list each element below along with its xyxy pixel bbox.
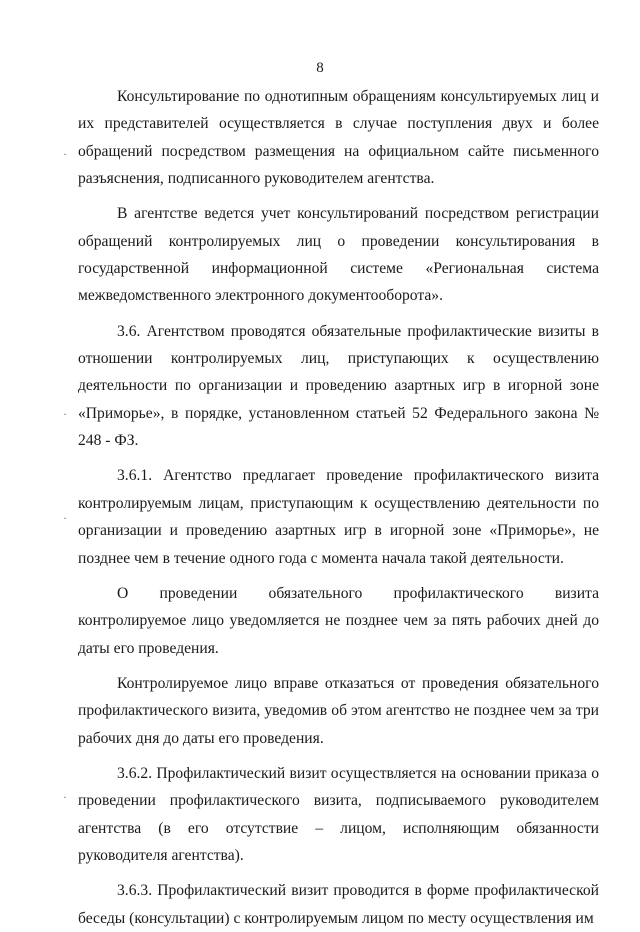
scan-speck: · [63, 407, 67, 421]
paragraph-section-3-6-3: 3.6.3. Профилактический визит проводится в форме профилактической беседы (консультации) с контролируемым лицом по месту осуществления им [78, 882, 599, 927]
document-body [78, 83, 599, 932]
paragraph-section-3-6-1: 3.6.1. Агентство предлагает проведение профилактического визита контролируемым лицам, приступающим к осуществлению деятельности по организации и проведению азартных игр в игорной зоне «Приморье», не позднее чем в течение одного года с момента начала такой деятельности. [78, 467, 599, 567]
page-number: 8 [316, 60, 324, 76]
paragraph-section-3-6: 3.6. Агентством проводятся обязательные профилактические визиты в отношении контролируемых лиц, приступающих к осуществлению деятельности по организации и проведению азартных игр в игорной зоне «Приморье», в порядке, установленном статьей 52 Федерального закона № 248 - ФЗ. [78, 322, 599, 450]
scan-speck: · [63, 147, 67, 161]
paragraph-consultation-registry: В агентстве ведется учет консультирований посредством регистрации обращений контролируемых лиц о проведении консультирования в государственной информационной системе «Региональная система межведомственного электронного документооборота». [78, 205, 599, 305]
paragraph-visit-refusal: Контролируемое лицо вправе отказаться от проведения обязательного профилактического визита, уведомив об этом агентство не позднее чем за три рабочих дня до даты его проведения. [78, 674, 599, 747]
paragraph-group-consultation: Консультирование по однотипным обращениям консультируемых лиц и их представителей осуществляется в случае поступления двух и более обращений посредством размещения на официальном сайте письменного разъяснения, подписанного руководителем агентства. [78, 88, 599, 188]
paragraph-visit-notification: О проведении обязательного профилактического визита контролируемое лицо уведомляется не позднее чем за пять рабочих дней до даты его проведения. [78, 584, 599, 657]
paragraph-section-3-6-2: 3.6.2. Профилактический визит осуществляется на основании приказа о проведении профилактического визита, подписываемого руководителем агентства (в его отсутствие – лицом, исполняющим обязанности руководителя агентства). [78, 764, 599, 864]
scan-speck: · [63, 790, 67, 804]
scan-speck: · [63, 511, 67, 525]
